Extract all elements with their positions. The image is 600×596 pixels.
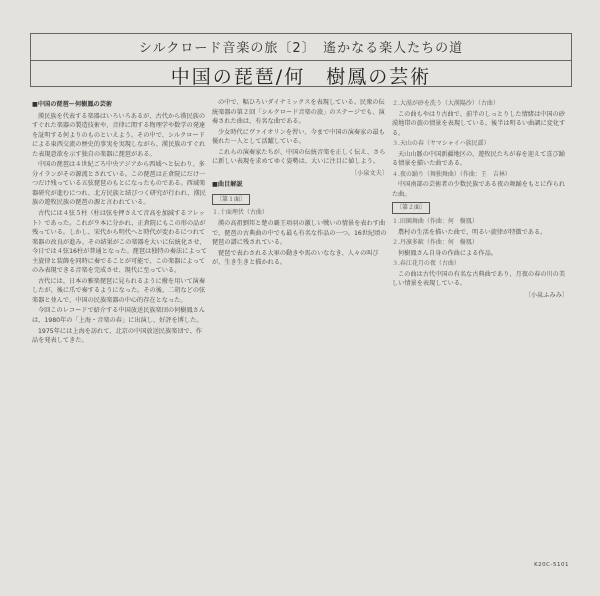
column-3 bbox=[392, 98, 568, 300]
track-title: １.田園舞曲（作曲：何 樹鳳） bbox=[392, 218, 478, 226]
column-1-heading: ■中国の琵琶ー何樹鳳の芸術 bbox=[32, 101, 113, 108]
track-description: この曲は古代中国の有名な古典曲であり、月夜の春の川の美しい情景を表現している。 bbox=[392, 270, 566, 288]
track-description: 中国南部の芸術者の少数民族である夜の舞踊をもとに作られた曲。 bbox=[392, 181, 566, 198]
main-title: 中国の琵琶/何 樹鳳の芸術 bbox=[170, 66, 432, 88]
column-1-paragraph: 古代には、日本の雅楽琵琶に見られるように撥を用いて演奏したが、後に爪で奏するようになった。その後、二胡などの弦楽器と並んで、中国の民族楽器の中心的存在となった。 bbox=[32, 277, 206, 304]
track-title: ２.大漠が砂を洗う（大漢陽沙）（古曲） bbox=[392, 100, 499, 107]
column-1-paragraph: 中国の琵琶は４世紀ごろ中央アジアから西域へと伝わり、多分イランがその源流とされている。この琵琶は正倉院にだけ一つだけ残っている五弦琵琶のもとになったものである。西域楽器研究が進むにつれ、北方民族と結びつく研究が行われ、漢民族の遊牧民族の琵琶の源と言われている。 bbox=[32, 161, 206, 207]
track-notes-heading: ■曲目解説 bbox=[212, 181, 243, 189]
column-3-credit: 〔小泉ふみみ〕 bbox=[524, 291, 568, 299]
track-title: ３.天山の春（ヤマシャイハ族民謡） bbox=[392, 140, 490, 148]
series-title: シルクロード音楽の旅〔2〕 遙かなる楽人たちの道 bbox=[138, 41, 464, 56]
track-description: 天山山脈の中国新疆地区の、遊牧民たちが春を迎えて喜び踊る情景を描いた曲である。 bbox=[392, 150, 565, 168]
column-1-paragraph: 今回このレコードで紹介する中国放送民族楽団の何樹鳳さんは、1980年の「上海・音楽の春」に出演し、好評を博した。 bbox=[32, 307, 206, 325]
column-2-credit: 〔小泉文夫〕 bbox=[350, 169, 388, 177]
track-description: 何樹鳳さん自身の作曲による作品。 bbox=[398, 249, 497, 257]
track-title: ４.夜の踊り（舞独舞曲）（作曲：王 吉林） bbox=[392, 170, 511, 178]
column-2-paragraph: 少女時代にヴァイオリンを習い、今まで中国の演奏家の最も優れた一人として活躍している。 bbox=[212, 128, 385, 146]
column-2-paragraph: これらの演奏家たちが、中国の伝統音楽を正しく伝え、さらに新しい表現を求めてゆく姿勢は、大いに注目に値しよう。 bbox=[212, 148, 386, 166]
track-description: 農村の生活を描いた曲で、明るい旋律が特徴である。 bbox=[398, 228, 547, 236]
title-divider bbox=[31, 60, 571, 61]
side-b-label: 〔第２面〕 bbox=[392, 202, 430, 214]
column-1-paragraph: 古代には４弦５柱（柱は弦を押さえて音高を加減するフレット）であった。これが９本に分かれ、正倉院にもこの形の品が残っている。しかし、宋代から明代へと時代が変わるにつれて楽器の改良が進み、その結果がこの楽器を大いに伝統化させ、今日では４弦16柱が普通となった。琵琶は独特の奏法によって主旋律と装飾を同時に奏でることが可能で、この楽器によってのみ表現できる音楽を完成させ、現代に至っている。 bbox=[32, 210, 207, 275]
track-description: 琵琶で表わされる大軍の動きや馬のいななき、人々の叫びが、生き生きと描かれる。 bbox=[212, 249, 379, 267]
track-title: ３.春江花月の夜（古曲） bbox=[392, 260, 460, 268]
column-1 bbox=[32, 98, 208, 347]
catalog-number: K20C-5101 bbox=[534, 562, 569, 568]
column-1-paragraph: 1975年には上海を訪れて、北京の中国放送民族楽団で、作品を発表してきた。 bbox=[32, 327, 202, 345]
track-description: 漢の高祖劉邦と楚の覇王項羽の激しい戦いの情景を表わす曲で、琵琶の古典曲の中でも最も有名な作品の一つ。16世紀頃の琵琶の譜に残されている。 bbox=[212, 220, 387, 247]
track-description: この曲もやはり古曲で、前半のしっとりした情緒は中国の砂漠地帯の旅の情景を表現している。後半は明るい曲調に変化する。 bbox=[392, 110, 566, 137]
title-frame bbox=[30, 33, 572, 87]
column-2 bbox=[212, 98, 388, 269]
track-title: １.十面埋伏（古曲） bbox=[212, 209, 268, 217]
track-title: ２.丹凛多歓（作曲：何 樹鳳） bbox=[392, 239, 478, 247]
side-a-label: 〔第１面〕 bbox=[212, 194, 250, 206]
column-1-paragraph: 漢民族を代表する楽器はいろいろあるが、古代から漢民族のすぐれた楽器の製造技術や、音律に関する物理学や数学の発達を証明する何よりのものといえよう。その中で、シルクロードによる東西交流の歴史的事実を実現しながら、漢民族のすぐれた表現意欲を示す独自の楽器に琵琶がある。 bbox=[32, 112, 206, 158]
column-2-paragraph: の中で、幅ひろいダイナミックスを表現している。民衆の伝統楽器の第２回「シルクロード音楽の旅」のステージでも、演奏された曲は、有名な曲である。 bbox=[212, 99, 385, 126]
